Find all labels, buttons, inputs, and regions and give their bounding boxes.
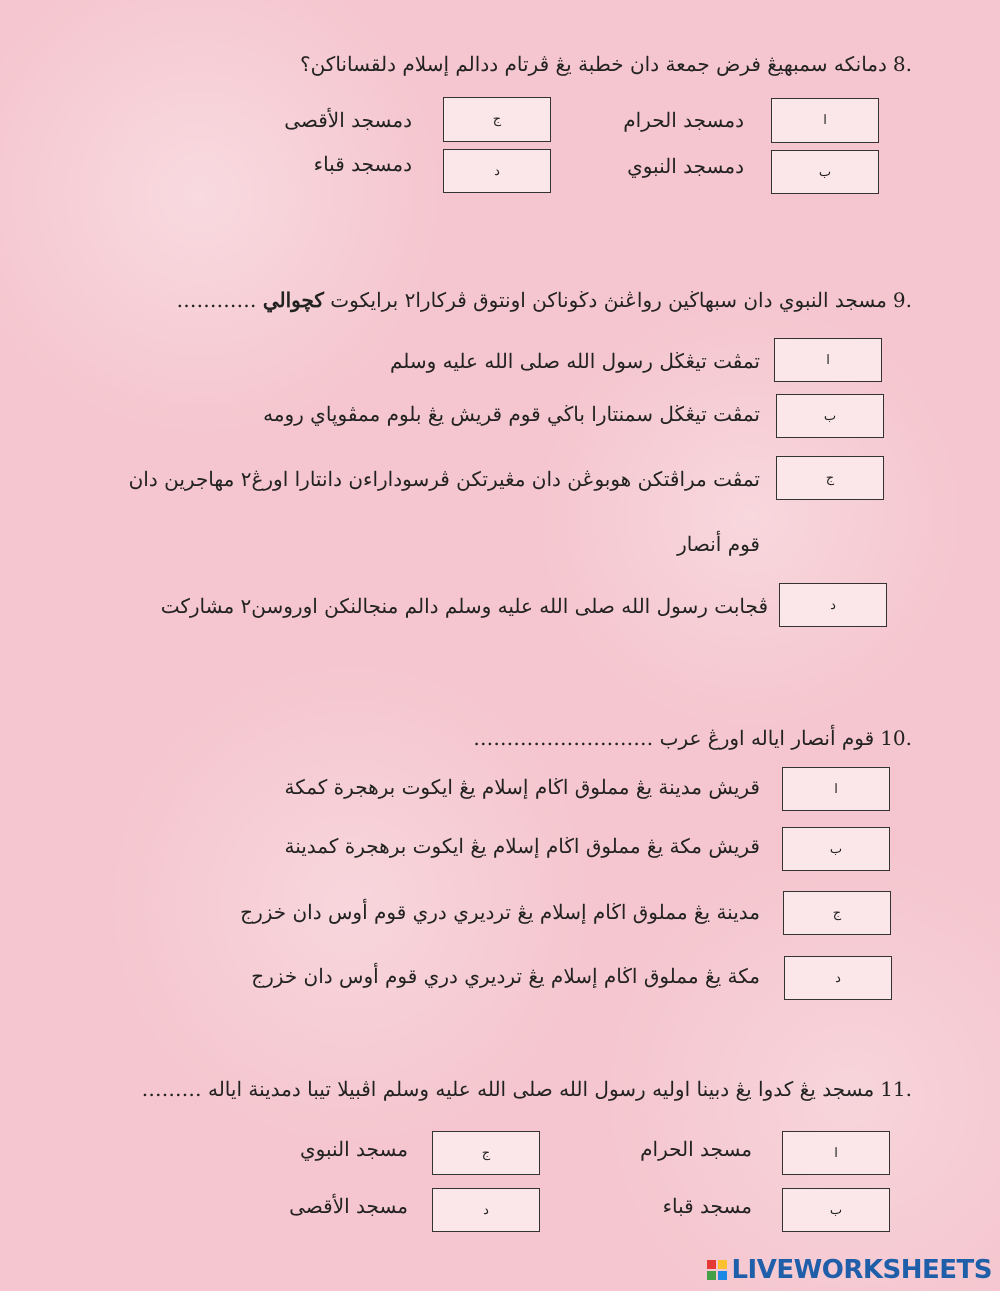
question-keyword: كچوالي [262, 288, 324, 312]
option-text: دمسجد قباء [313, 152, 412, 176]
question-text: دمانكه سمبهيڠ فرض جمعة دان خطبة يڠ ڤرتام ددالم إسلام دلقساناكن؟ [299, 52, 887, 76]
option-text: مدينة يڠ مملوق اڬام إسلام يڠ ترديري دري قوم أوس دان خزرج [240, 900, 760, 924]
option-text: مسجد النبوي [299, 1137, 408, 1161]
question-8 [300, 52, 912, 76]
answer-box-dal[interactable]: د [443, 149, 551, 193]
liveworksheets-watermark [707, 1255, 992, 1285]
option-text-continued: قوم أنصار [677, 532, 760, 556]
option-text: دمسجد النبوي [627, 154, 744, 178]
answer-box-jim[interactable]: ج [776, 456, 884, 500]
option-text: قريش مكة يڠ مملوق اڬام إسلام يڠ ايكوت برهجرة كمدينة [284, 834, 760, 858]
question-9 [177, 288, 913, 312]
option-text: تمڤت تيڠڬل سمنتارا باڬي قوم قريش يڠ بلوم ممڤوڽاي رومه [263, 402, 760, 426]
question-blank: ………… [176, 288, 263, 312]
option-text: دمسجد الأقصى [284, 108, 412, 132]
answer-box-jim[interactable]: ج [783, 891, 891, 935]
answer-box-dal[interactable]: د [779, 583, 887, 627]
option-text: تمڤت تيڠڬل رسول الله صلى الله عليه وسلم [389, 349, 760, 373]
answer-box-ba[interactable]: ب [771, 150, 879, 194]
answer-box-ba[interactable]: ب [782, 827, 890, 871]
answer-box-alif[interactable]: ا [771, 98, 879, 143]
question-text: مسجد يڠ كدوا يڠ دبينا اوليه رسول الله صلى الله عليه وسلم اڤبيلا تيبا دمدينة اياله ……… [141, 1077, 875, 1101]
answer-box-alif[interactable]: ا [782, 1131, 890, 1175]
option-text: مسجد الحرام [640, 1137, 752, 1161]
question-text: مسجد النبوي دان سبهاڬين رواڠنڽ دڬوناكن اونتوق ڤركارا٢ برايكوت [323, 288, 887, 312]
question-number: 10. [880, 726, 912, 750]
question-text: قوم أنصار اياله اورڠ عرب ……………………… [473, 726, 875, 750]
question-10 [473, 726, 912, 750]
option-text: مكة يڠ مملوق اڬام إسلام يڠ ترديري دري قوم أوس دان خزرج [251, 964, 760, 988]
liveworksheets-logo-icon [707, 1260, 727, 1280]
answer-box-ba[interactable]: ب [782, 1188, 890, 1232]
option-text: تمڤت مراڤتكن هوبوڠن دان مڠيرتكن ڤرسوداراءن دانتارا اورڠ٢ مهاجرين دان [128, 467, 760, 491]
option-text: ڤجابت رسول الله صلى الله عليه وسلم دالم منجالنكن اوروسن٢ مشاركت [160, 594, 768, 618]
question-number: 11. [880, 1077, 912, 1101]
question-11 [142, 1077, 912, 1101]
answer-box-ba[interactable]: ب [776, 394, 884, 438]
answer-box-alif[interactable]: ا [782, 767, 890, 811]
watermark-text: LIVEWORKSHEETS [731, 1255, 992, 1285]
option-text: مسجد قباء [662, 1194, 752, 1218]
option-text: دمسجد الحرام [623, 108, 744, 132]
option-text: قريش مدينة يڠ مملوق اڬام إسلام يڠ ايكوت برهجرة كمكة [284, 775, 760, 799]
answer-box-jim[interactable]: ج [443, 97, 551, 142]
answer-box-alif[interactable]: ا [774, 338, 882, 382]
answer-box-jim[interactable]: ج [432, 1131, 540, 1175]
question-number: 8. [892, 52, 912, 76]
option-text: مسجد الأقصى [289, 1194, 408, 1218]
question-number: 9. [892, 288, 912, 312]
answer-box-dal[interactable]: د [784, 956, 892, 1000]
answer-box-dal[interactable]: د [432, 1188, 540, 1232]
